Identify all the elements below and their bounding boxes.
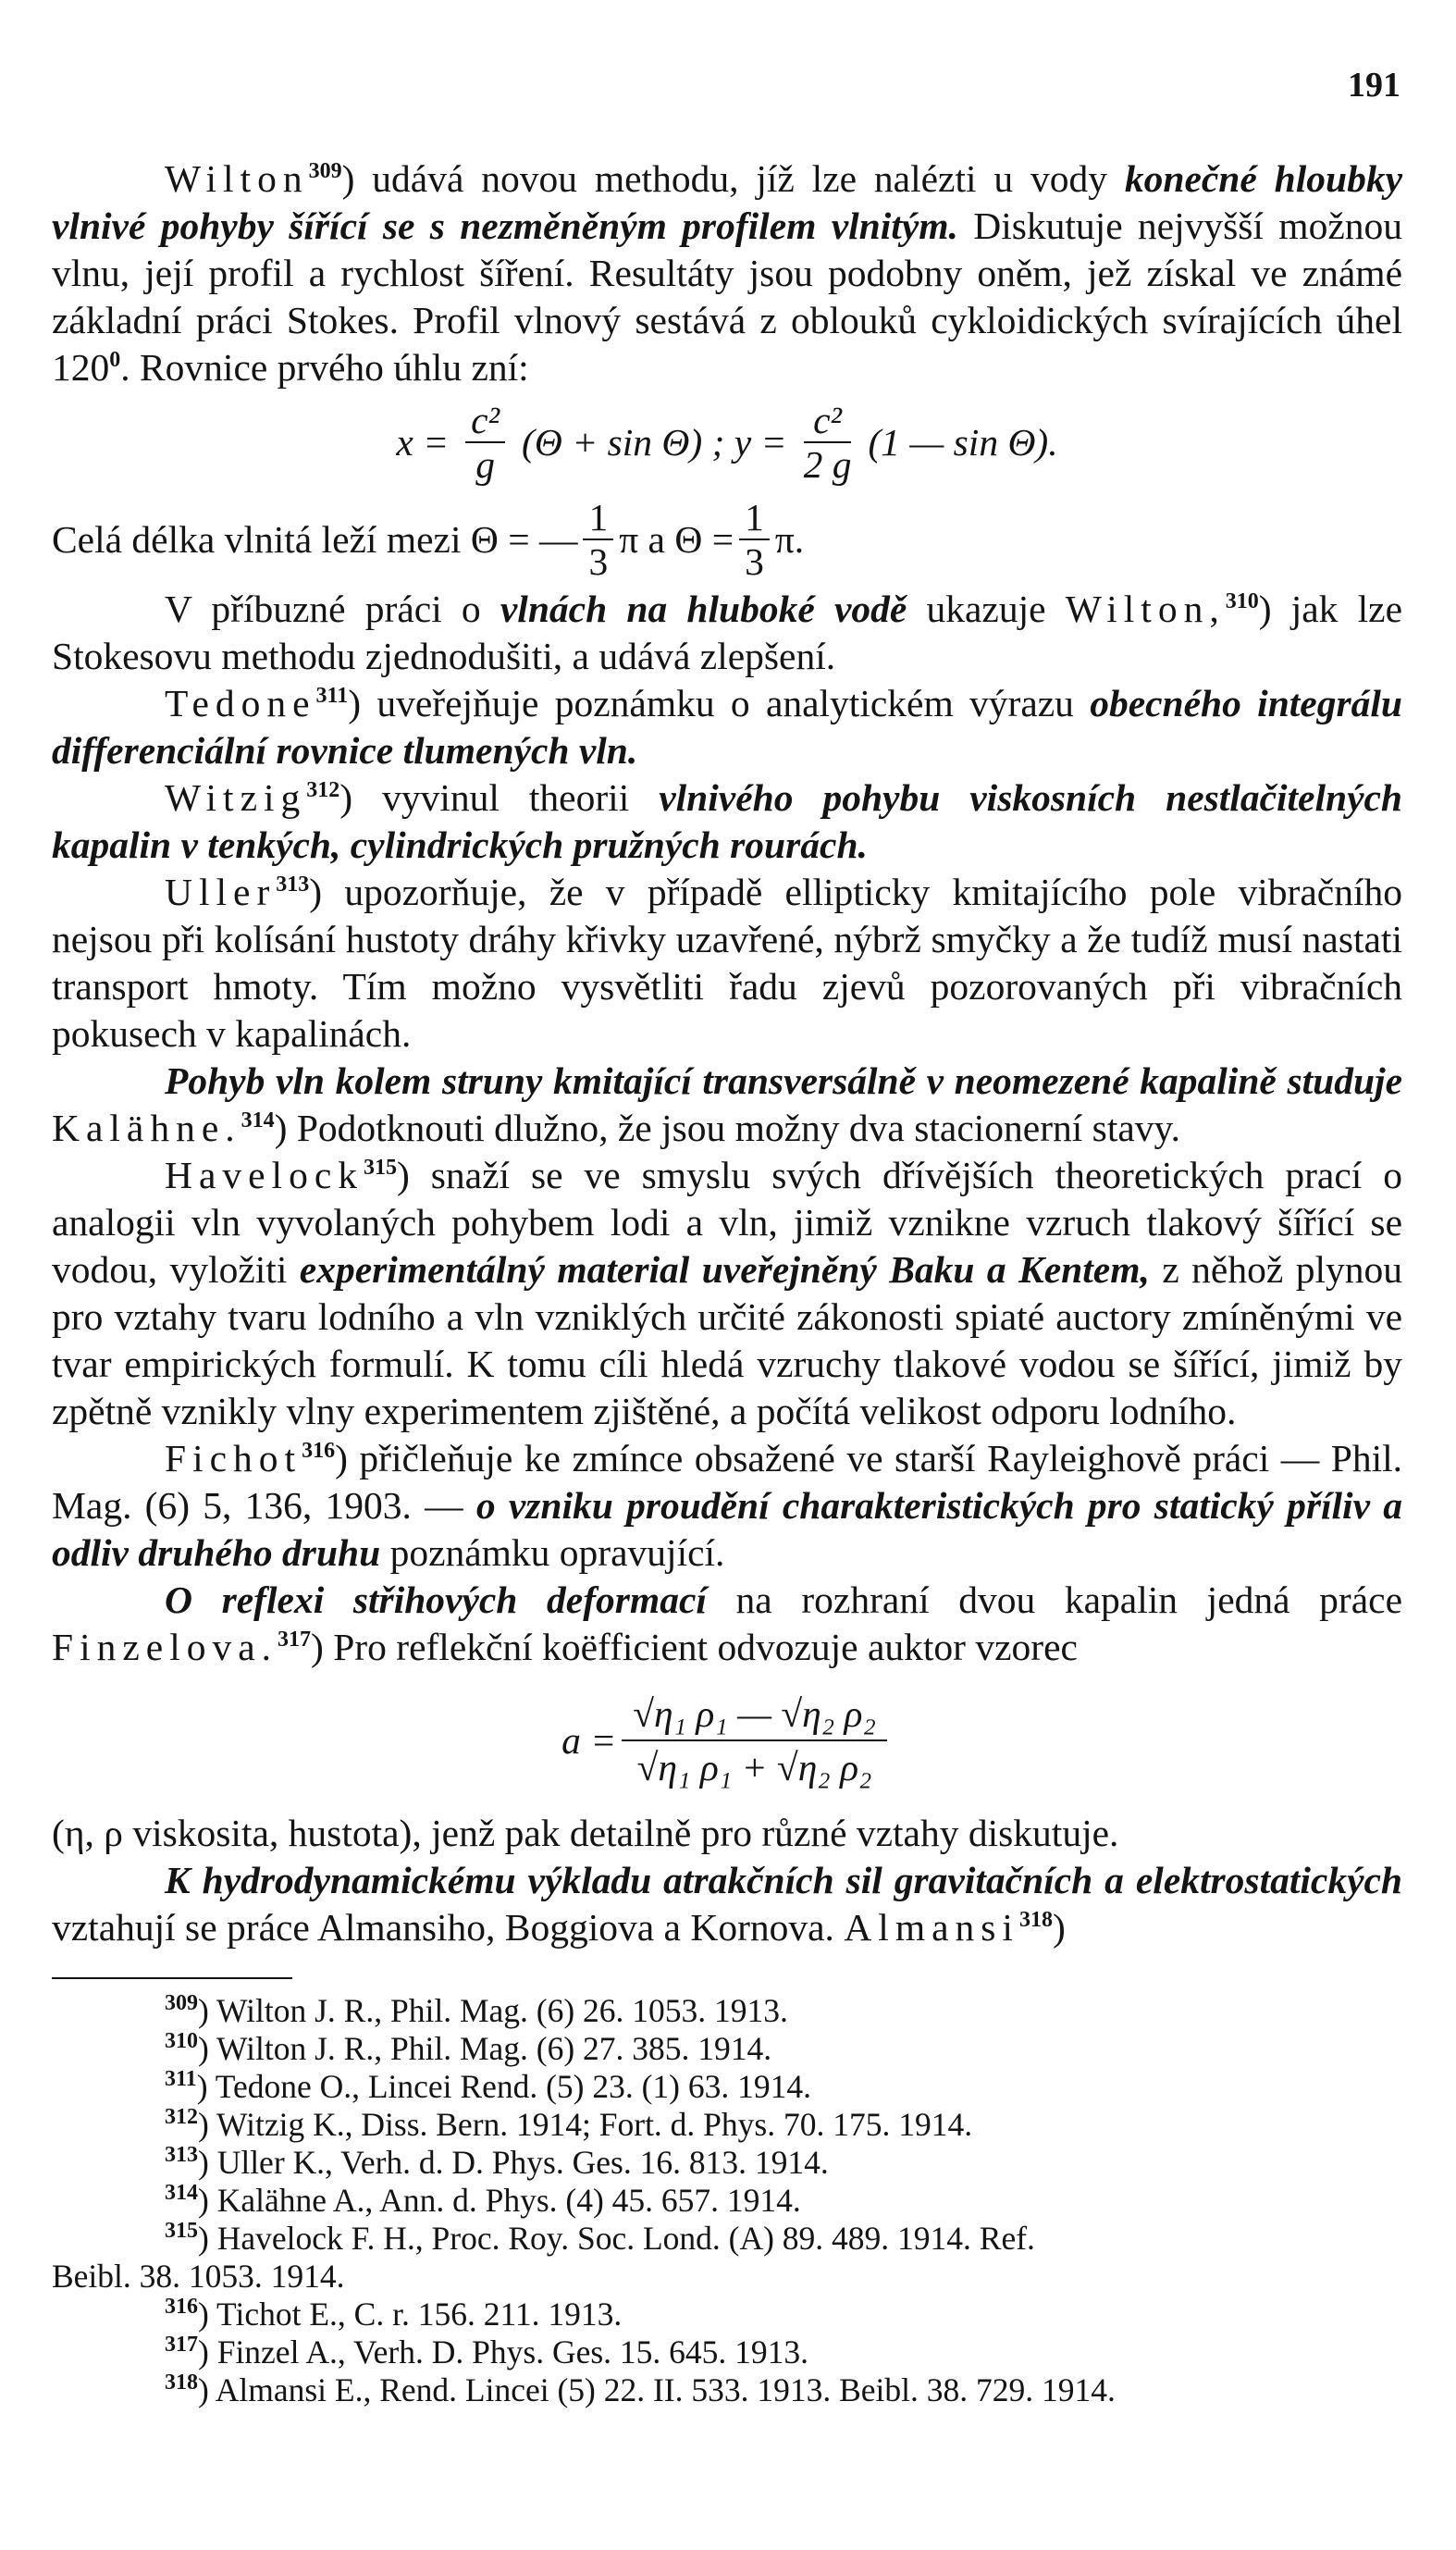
italic-text: o vzniku proudění charakteristických pro statický příliv a odliv druhého druhu: [52, 1484, 1402, 1574]
footnote-ref: 313: [276, 873, 310, 897]
footnote-text: Beibl. 38. 1053. 1914.: [52, 2258, 345, 2295]
footnote-number: 313: [165, 2143, 198, 2168]
footnote-number: 312: [165, 2105, 198, 2130]
footnote-number: 318: [165, 2371, 198, 2395]
article-body: [52, 155, 1402, 2409]
eq-part: (1 — sin Θ).: [868, 420, 1058, 464]
footnote-ref: 316: [302, 1439, 336, 1464]
denominator: √η₁ ρ₁ + √η₂ ρ₂: [636, 1746, 872, 1789]
text: ) vyvinul theorii: [339, 776, 660, 819]
text: z něhož plynou pro vztahy tvaru lodního a vln vzniklých určité zákonosti spiaté auctory zmíněnými ve tvar empirických formulí. K tomu cíli hledá vzruchy tlakové vodou se šířící, jimiž by zpětně vznikly vlny experimentem zjištěné, a počítá velikost odporu lodního.: [52, 1248, 1402, 1432]
paragraph-witzig: [52, 774, 1402, 869]
footnote-ref: 315: [364, 1156, 398, 1181]
text: ) Pro reflekční koëfficient odvozuje auktor vzorec: [311, 1626, 1078, 1668]
text: . Rovnice prvého úhlu zní:: [120, 346, 529, 389]
footnote: [52, 2144, 1402, 2182]
text: Celá délka vlnitá leží mezi Θ = —: [52, 517, 578, 561]
author-name: Wilton,: [1065, 588, 1226, 630]
paragraph-cela: [52, 493, 1402, 586]
footnote: [52, 1992, 1402, 2030]
denominator: 3: [588, 540, 609, 583]
footnote-text: ) Tichot E., C. r. 156. 211. 1913.: [198, 2296, 623, 2333]
italic-text: obecného integrálu differenciální rovnice tlumených vln.: [52, 682, 1402, 772]
footnote-text: ) Havelock F. H., Proc. Roy. Soc. Lond. (A) 89. 489. 1914. Ref.: [198, 2220, 1035, 2257]
fraction: [583, 496, 613, 583]
degree-sup: 0: [109, 348, 121, 373]
numerator: 1: [739, 496, 770, 540]
footnote: [52, 2182, 1402, 2220]
text: ) udává novou methodu, jíž lze nalézti u vody: [341, 157, 1125, 200]
text: ) Podotknouti dlužno, že jsou možny dva stacionerní stavy.: [274, 1107, 1180, 1149]
text: ): [1052, 1906, 1066, 1949]
footnote-ref: 310: [1225, 589, 1259, 614]
text: (η, ρ viskosita, hustota), jenž pak detailně pro různé vztahy diskutuje.: [52, 1812, 1119, 1854]
text: ) snaží se ve smyslu svých dřívějších theoretických prací o analogii vln vyvolaných pohybem lodi a vln, jimiž vznikne vzruch tlakový šířící se vodou, vyložiti: [52, 1154, 1402, 1291]
eq-part: (Θ + sin Θ) ; y =: [522, 420, 787, 464]
italic-text: konečné hloubky vlnivé pohyby šířící se s nezměněným profilem vlnitým.: [52, 157, 1403, 247]
footnote-ref: 317: [278, 1628, 312, 1653]
italic-text: Pohyb vln kolem struny kmitající transversálně v neomezené kapalině studuje: [165, 1059, 1402, 1102]
footnote-text: ) Witzig K., Diss. Bern. 1914; Fort. d. Phys. 70. 175. 1914.: [198, 2106, 973, 2143]
footnote-text: ) Uller K., Verh. d. D. Phys. Ges. 16. 813. 1914.: [198, 2144, 829, 2181]
author-name: Havelock: [165, 1154, 364, 1196]
paragraph-almansi: [52, 1857, 1402, 1951]
fraction: [465, 399, 505, 486]
paragraph-wilton: [52, 155, 1402, 391]
footnote-number: 311: [165, 2067, 197, 2092]
footnote-text: ) Wilton J. R., Phil. Mag. (6) 26. 1053. 1913.: [198, 1992, 788, 2029]
paragraph-finzel: [52, 1577, 1402, 1671]
paragraph-kalahne: [52, 1058, 1402, 1152]
footnote-text: ) Wilton J. R., Phil. Mag. (6) 27. 385. 1914.: [198, 2030, 772, 2067]
equation-reflection: [52, 1671, 1402, 1810]
footnote: [52, 2030, 1402, 2068]
text: ) upozorňuje, že v případě ellipticky kmitajícího pole vibračního nejsou při kolísání hustoty dráhy křivky uzavřené, nýbrž smyčky a že tudíž musí nastati transport hmoty. Tím možno vysvětliti řadu zjevů pozorovaných při vibračních pokusech v kapalinách.: [52, 871, 1402, 1055]
italic-text: vlnách na hluboké vodě: [500, 588, 907, 630]
fraction: [622, 1688, 887, 1793]
paragraph-uller: [52, 869, 1402, 1058]
footnote-number: 315: [165, 2219, 198, 2244]
italic-text: O reflexi střihových deformací: [165, 1578, 707, 1621]
author-name: Uller: [165, 871, 277, 913]
paragraph-wilton-2: [52, 586, 1402, 680]
footnote-text: ) Tedone O., Lincei Rend. (5) 23. (1) 63. 1914.: [196, 2068, 811, 2105]
numerator: c²: [465, 399, 505, 443]
footnote: [52, 2220, 1402, 2258]
author-name: Finzelova.: [52, 1626, 278, 1668]
text: ) jak lze Stokesovu methodu zjednodušiti, a udává zlepšení.: [52, 588, 1402, 677]
fraction: [739, 496, 770, 583]
denominator: 3: [745, 540, 764, 583]
footnote-ref: 311: [315, 684, 349, 709]
author-name: Tedone: [165, 682, 316, 724]
footnote: [52, 2296, 1402, 2333]
footnote-divider: [52, 1977, 292, 1979]
text: π.: [774, 517, 805, 561]
text: Diskutuje nejvyšší možnou vlnu, její profil a rychlost šíření. Resultáty jsou podobny oněm, jež získal ve známé základní práci Stokes. Profil vlnový sestává z oblouků cykloidických svírajících úhel 120: [52, 204, 1402, 389]
footnote: [52, 2333, 1402, 2371]
footnote-text: ) Almansi E., Rend. Lincei (5) 22. II. 533. 1913. Beibl. 38. 729. 1914.: [198, 2371, 1116, 2408]
text: vztahují se práce Almansiho, Boggiova a Kornova.: [52, 1906, 845, 1949]
footnote-number: 310: [165, 2029, 198, 2054]
author-name: Kalähne.: [52, 1107, 241, 1149]
text: V příbuzné práci o: [165, 588, 500, 630]
author-name: Wilton: [165, 157, 309, 200]
footnote-number: 316: [165, 2295, 198, 2320]
author-name: Witzig: [165, 776, 307, 819]
footnotes: [52, 1992, 1402, 2409]
italic-text: K hydrodynamickému výkladu atrakčních sil gravitačních a elektrostatických: [165, 1859, 1402, 1901]
text: π a Θ =: [619, 517, 734, 561]
footnote-text: ) Kalähne A., Ann. d. Phys. (4) 45. 657. 1914.: [198, 2182, 801, 2219]
footnote-number: 314: [165, 2181, 198, 2206]
paragraph-havelock: [52, 1152, 1402, 1435]
text: ) uveřejňuje poznámku o analytickém výrazu: [348, 682, 1091, 724]
paragraph-viscosity: [52, 1810, 1402, 1857]
footnote: [52, 2371, 1402, 2409]
eq-x: x =: [396, 420, 450, 464]
page-number: 191: [1348, 66, 1400, 105]
denominator: g: [475, 443, 495, 486]
equation-cycloid: [52, 391, 1402, 493]
footnote-ref: 312: [306, 778, 340, 803]
numerator: 1: [583, 496, 613, 540]
text: ukazuje: [907, 588, 1066, 630]
paragraph-fichot: [52, 1435, 1402, 1577]
italic-text: vlnivého pohybu viskosních nestlačitelných kapalin v tenkých, cylindrických pružných rourách.: [52, 776, 1402, 866]
text: ) přičleňuje ke zmínce obsažené ve starší Rayleighově práci — Phil. Mag. (6) 5, 136, 1903. —: [52, 1437, 1402, 1527]
eq-a: a =: [561, 1718, 617, 1762]
footnote-ref: 318: [1018, 1908, 1053, 1933]
footnote-number: 317: [165, 2333, 198, 2358]
author-name: Fichot: [165, 1437, 302, 1479]
footnote-text: ) Finzel A., Verh. D. Phys. Ges. 15. 645. 1913.: [198, 2333, 809, 2371]
footnote-continuation: [52, 2258, 1402, 2296]
denominator: 2 g: [803, 443, 852, 486]
numerator: √η₁ ρ₁ — √η₂ ρ₂: [622, 1688, 887, 1741]
paragraph-tedone: [52, 680, 1402, 774]
footnote-ref: 309: [308, 159, 342, 184]
numerator: c²: [804, 399, 852, 443]
footnote-ref: 314: [241, 1108, 275, 1133]
footnote: [52, 2106, 1402, 2144]
author-name: Almansi: [844, 1906, 1019, 1949]
footnote-number: 309: [165, 1991, 198, 2016]
footnote: [52, 2068, 1402, 2106]
fraction: [804, 399, 852, 486]
italic-text: experimentálný material uveřejněný Baku a Kentem,: [299, 1248, 1150, 1291]
text: na rozhraní dvou kapalin jedná práce: [706, 1578, 1402, 1621]
text: poznámku opravující.: [380, 1531, 725, 1574]
